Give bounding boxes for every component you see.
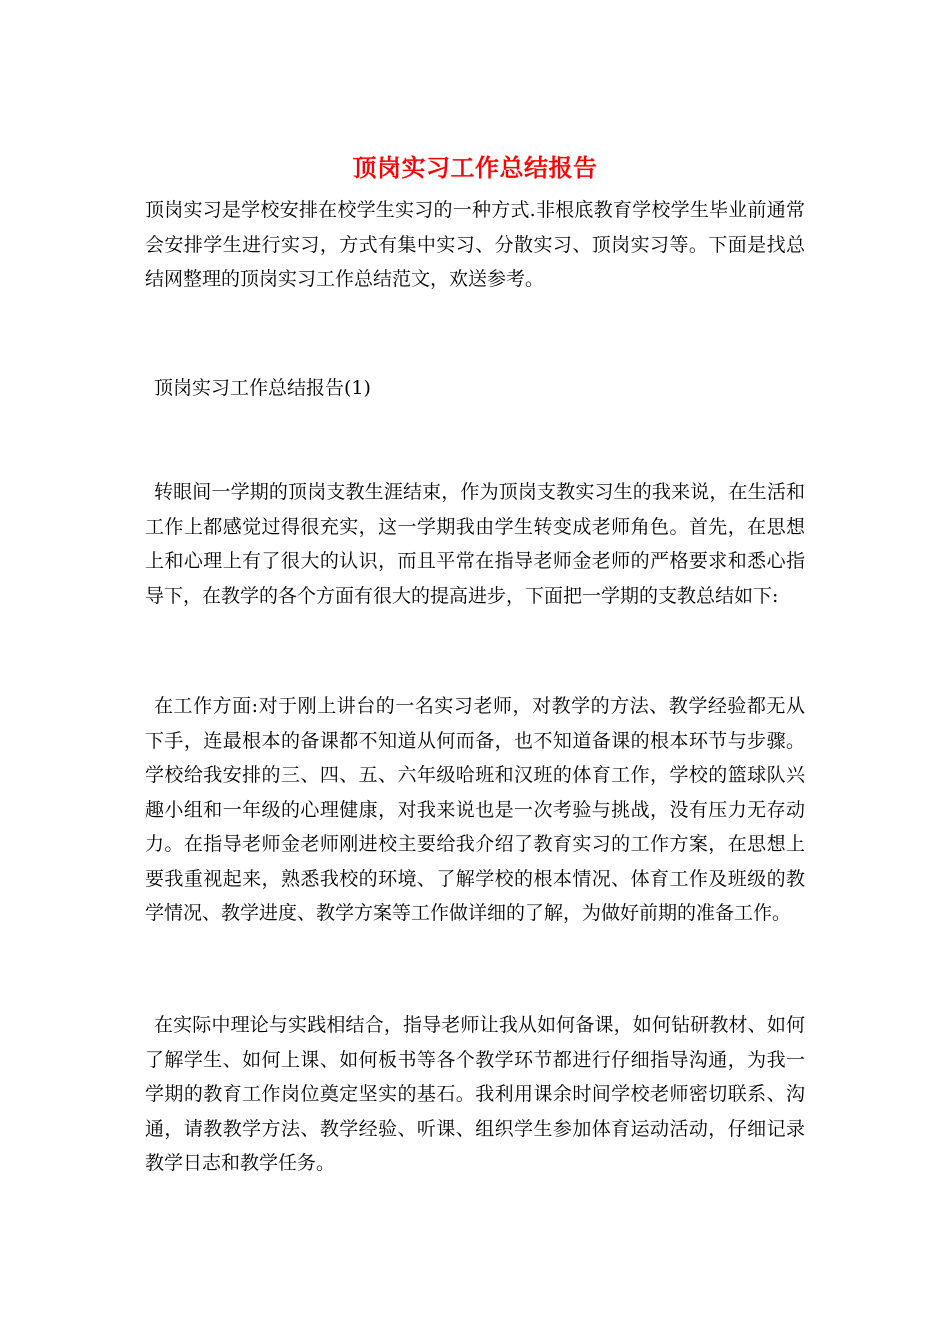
body-paragraph: 转眼间一学期的顶岗支教生涯结束，作为顶岗支教实习生的我来说，在生活和工作上都感觉过得很充实，这一学期我由学生转变成老师角色。首先，在思想上和心理上有了很大的认识，而且平常在指导老师金老师的严格要求和悉心指导下，在教学的各个方面有很大的提高进步，下面把一学期的支教总结如下: [145, 481, 805, 607]
section-heading: 顶岗实习工作总结报告(1) [154, 377, 371, 399]
intro-paragraph: 顶岗实习是学校安排在校学生实习的一种方式.非根底教育学校学生毕业前通常会安排学生进行实习，方式有集中实习、分散实习、顶岗实习等。下面是找总结网整理的顶岗实习工作总结范文，欢送参考。 [145, 199, 805, 290]
body-paragraph: 在实际中理论与实践相结合，指导老师让我从如何备课，如何钻研教材、如何了解学生、如何上课、如何板书等各个教学环节都进行仔细指导沟通，为我一学期的教育工作岗位奠定坚实的基石。我利用课余时间学校老师密切联系、沟通，请教教学方法、教学经验、听课、组织学生参加体育运动活动，仔细记录教学日志和教学任务。 [145, 1014, 805, 1174]
body-paragraph: 在工作方面:对于刚上讲台的一名实习老师，对教学的方法、教学经验都无从下手，连最根本的备课都不知道从何而备，也不知道备课的根本环节与步骤。学校给我安排的三、四、五、六年级哈班和汉班的体育工作，学校的篮球队兴趣小组和一年级的心理健康，对我来说也是一次考验与挑战，没有压力无存动力。在指导老师金老师刚进校主要给我介绍了教育实习的工作方案，在思想上要我重视起来，熟悉我校的环境、了解学校的根本情况、体育工作及班级的教学情况、教学进度、教学方案等工作做详细的了解，为做好前期的准备工作。 [145, 695, 805, 924]
document-title: 顶岗实习工作总结报告 [352, 153, 598, 182]
